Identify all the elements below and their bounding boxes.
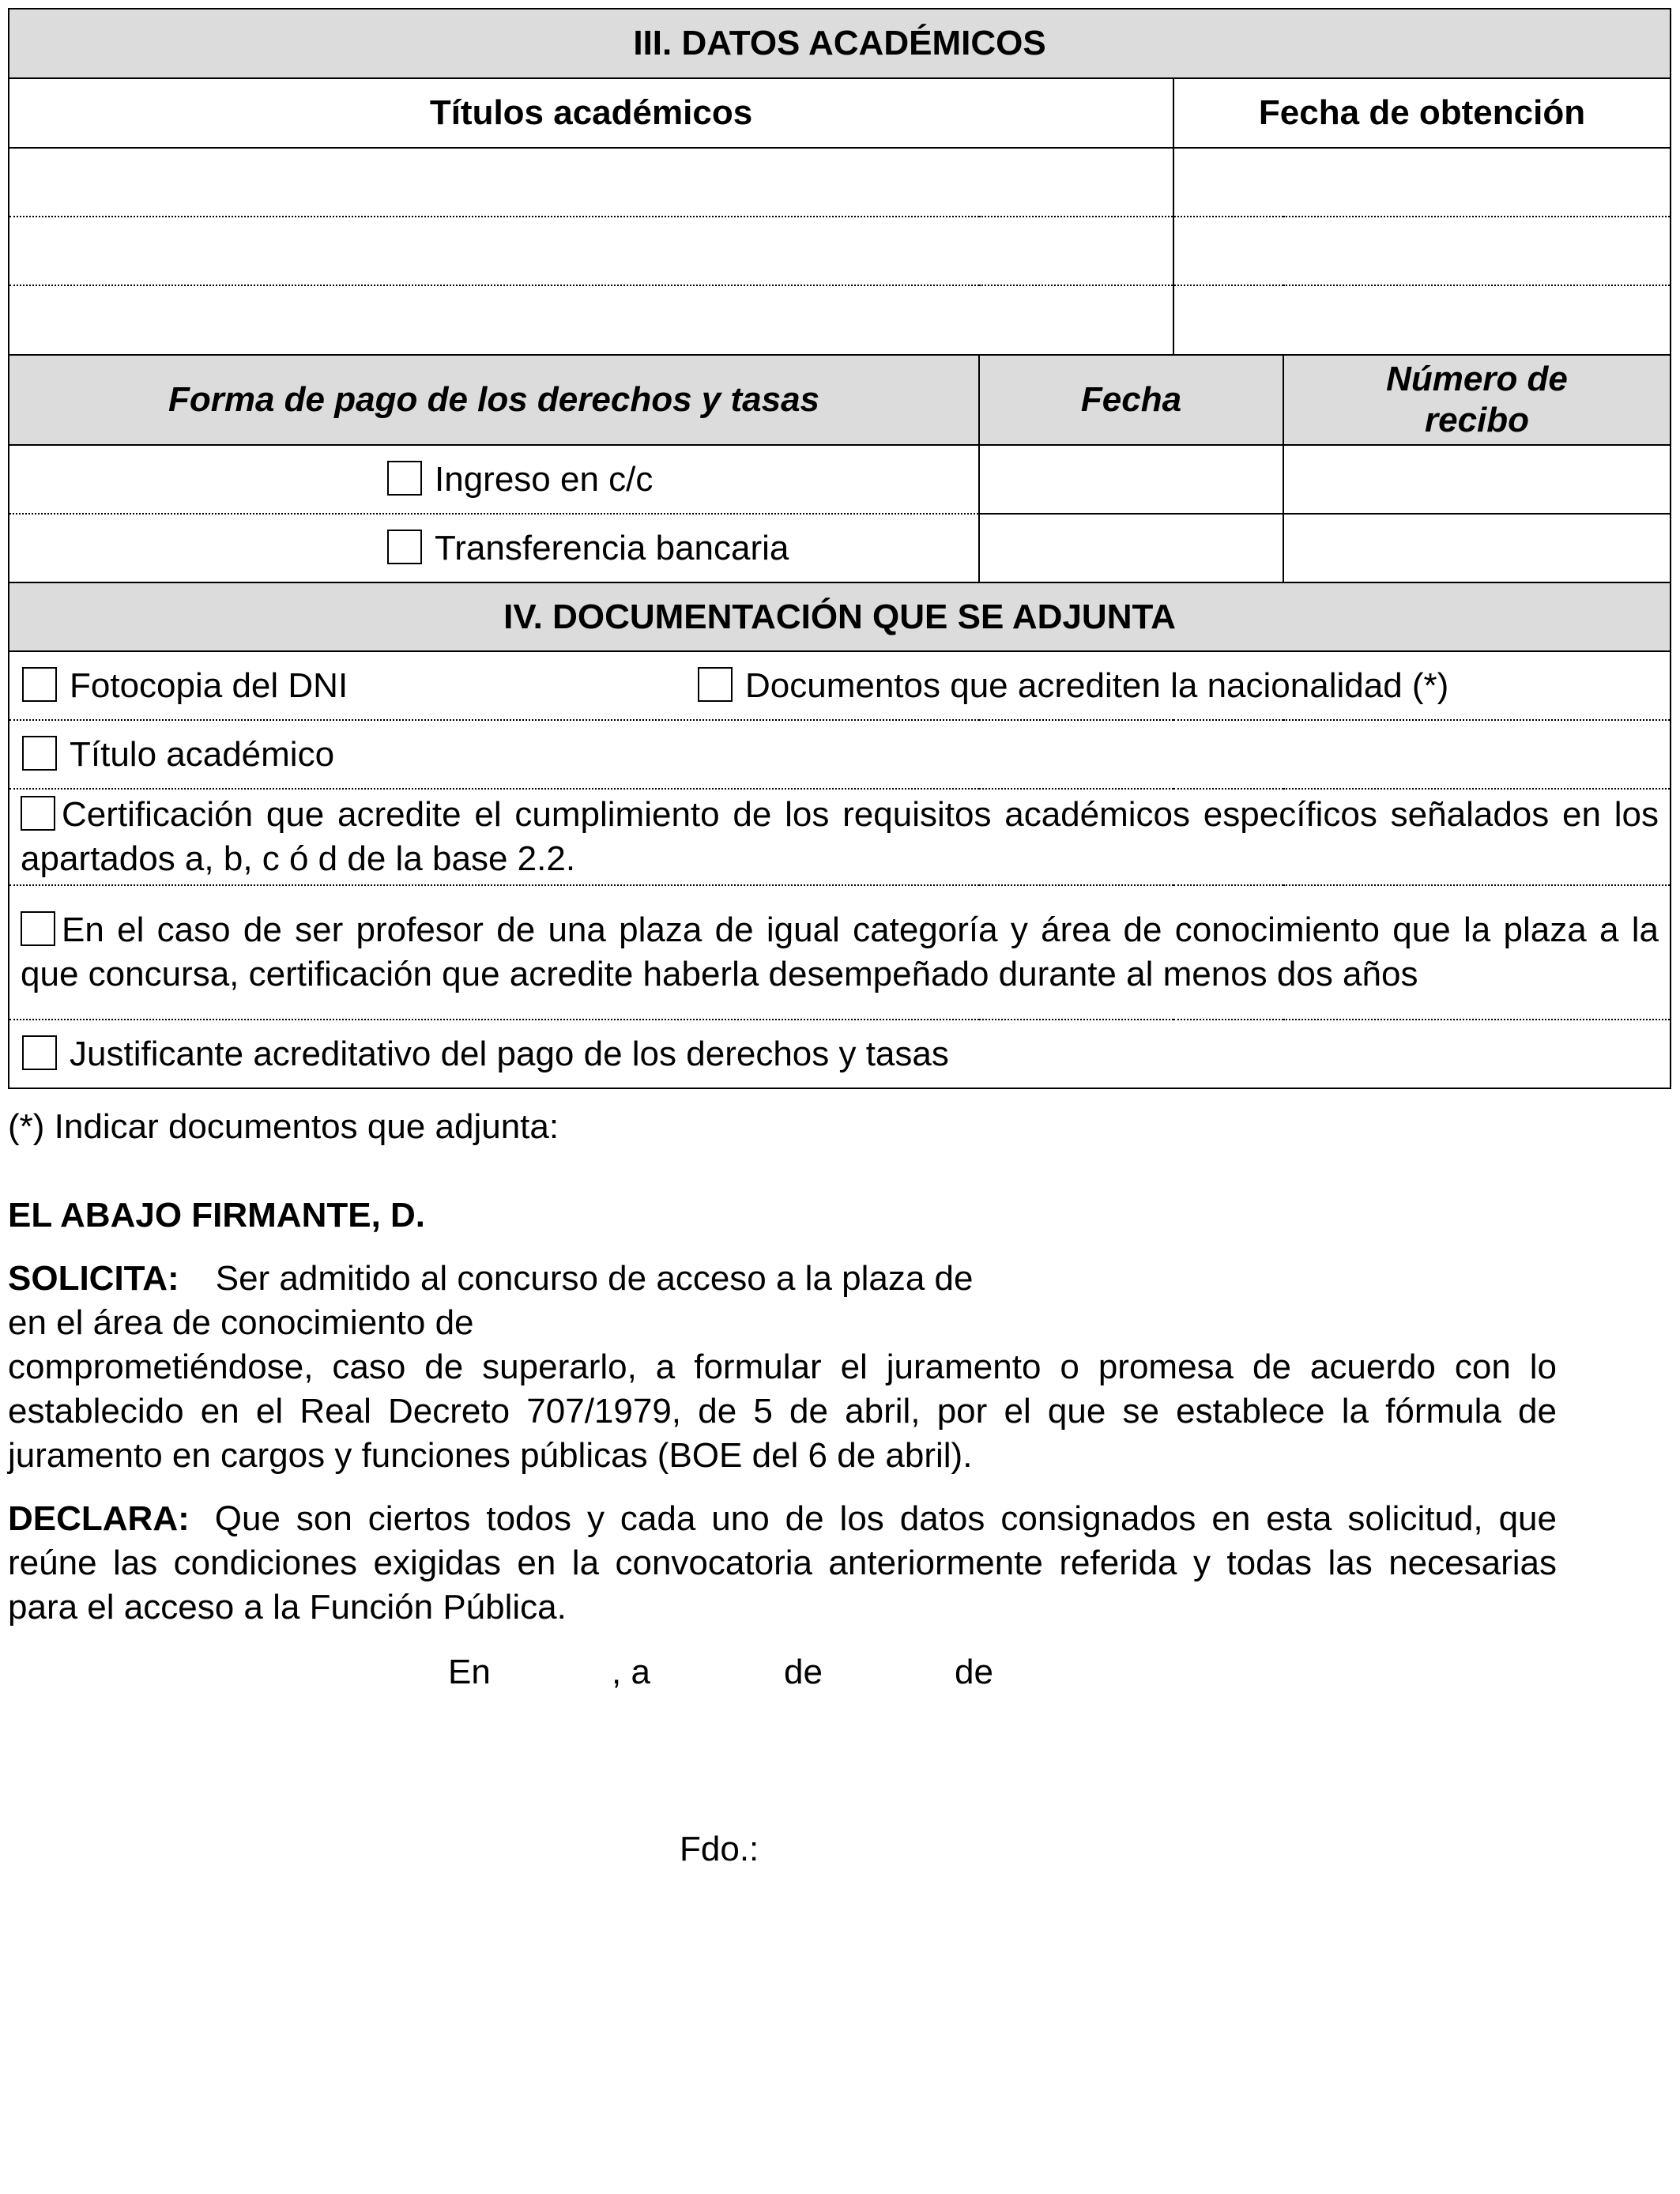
doc-item-certification[interactable] xyxy=(9,789,1671,885)
doc-item-title[interactable] xyxy=(9,720,1671,789)
col-header-receipt-number xyxy=(1283,355,1671,445)
academic-date-field-2[interactable] xyxy=(1173,217,1671,285)
payment-option-deposit[interactable] xyxy=(9,445,979,514)
doc-item-dni[interactable] xyxy=(22,664,698,708)
col-header-date-obtained: Fecha de obtención xyxy=(1173,78,1671,148)
checkbox-payment-proof[interactable] xyxy=(22,1035,57,1070)
payment-date-field-2[interactable] xyxy=(979,514,1283,582)
academic-title-field-1[interactable] xyxy=(9,148,1173,217)
checkbox-dni[interactable] xyxy=(22,667,57,702)
doc-item-certification-label: Certificación que acredite el cumplimiento de los requisitos académicos específicos señalados en los apartados a, b, c ó d de la base 2.2. xyxy=(21,795,1659,878)
payment-date-field-1[interactable] xyxy=(979,445,1283,514)
payment-option-deposit-label: Ingreso en c/c xyxy=(435,459,654,499)
checkbox-nationality[interactable] xyxy=(698,667,733,702)
checkbox-transfer[interactable] xyxy=(387,530,422,564)
payment-option-transfer-label: Transferencia bancaria xyxy=(435,528,789,567)
solicita-line-1: Ser admitido al concurso de acceso a la plaza de xyxy=(215,1259,974,1298)
academic-date-field-1[interactable] xyxy=(1173,148,1671,217)
solicita-label: SOLICITA: xyxy=(8,1259,179,1298)
academic-title-field-2[interactable] xyxy=(9,217,1173,285)
doc-item-payment-proof-label: Justificante acreditativo del pago de los derechos y tasas xyxy=(70,1034,949,1073)
declara-paragraph xyxy=(8,1497,1557,1630)
solicita-line-2: en el área de conocimiento de xyxy=(8,1303,474,1342)
academic-date-field-3[interactable] xyxy=(1173,285,1671,355)
signer-label: EL ABAJO FIRMANTE, D. xyxy=(8,1196,426,1235)
receipt-number-field-1[interactable] xyxy=(1283,445,1671,514)
checkbox-professor[interactable] xyxy=(21,911,55,946)
date-de-2: de xyxy=(955,1653,993,1691)
doc-item-nationality-label: Documentos que acrediten la nacionalidad (*) xyxy=(745,665,1449,705)
academic-data-table xyxy=(8,8,1671,1089)
checkbox-deposit[interactable] xyxy=(387,461,422,496)
solicita-rest: comprometiéndose, caso de superarlo, a formular el juramento o promesa de acuerdo con lo establecido en el Real Decreto 707/1979, de 5 de abril, por el que se establece la fórmula de juramento en cargos y funciones públicas (BOE del 6 de abril). xyxy=(8,1348,1557,1475)
section-3-title: III. DATOS ACADÉMICOS xyxy=(9,9,1671,78)
checkbox-academic-title[interactable] xyxy=(22,736,57,771)
declara-text: Que son ciertos todos y cada uno de los datos consignados en esta solicitud, que reúne las condiciones exigidas en la convocatoria anteriormente referida y todas las necesarias para el acceso a la Función Pública. xyxy=(8,1499,1557,1627)
place-a: , a xyxy=(612,1653,650,1691)
doc-item-dni-label: Fotocopia del DNI xyxy=(70,665,348,705)
doc-item-title-label: Título académico xyxy=(70,734,335,774)
declara-label: DECLARA: xyxy=(8,1499,190,1538)
place-en: En xyxy=(448,1653,491,1691)
doc-item-payment-proof[interactable] xyxy=(9,1020,1671,1088)
doc-item-professor[interactable] xyxy=(9,885,1671,1020)
doc-item-nationality[interactable] xyxy=(698,666,1448,705)
col-header-payment-date: Fecha xyxy=(979,355,1283,445)
receipt-number-field-2[interactable] xyxy=(1283,514,1671,582)
receipt-number-label: Número de recibo xyxy=(1386,360,1568,439)
footnote: (*) Indicar documentos que adjunta: xyxy=(8,1107,559,1146)
checkbox-certification[interactable] xyxy=(21,796,55,831)
payment-option-transfer[interactable] xyxy=(9,514,979,582)
doc-row-1 xyxy=(9,651,1671,720)
date-de-1: de xyxy=(784,1653,823,1691)
academic-title-field-3[interactable] xyxy=(9,285,1173,355)
section-4-title: IV. DOCUMENTACIÓN QUE SE ADJUNTA xyxy=(9,582,1671,651)
solicita-paragraph xyxy=(8,1257,1557,1478)
col-header-payment-method: Forma de pago de los derechos y tasas xyxy=(9,355,979,445)
col-header-titles: Títulos académicos xyxy=(9,78,1173,148)
doc-item-professor-label: En el caso de ser profesor de una plaza de igual categoría y área de conocimiento que la plaza a la que concursa, certificación que acredite haberla desempeñado durante al menos dos años xyxy=(21,910,1659,993)
signature-label: Fdo.: xyxy=(680,1830,759,1868)
